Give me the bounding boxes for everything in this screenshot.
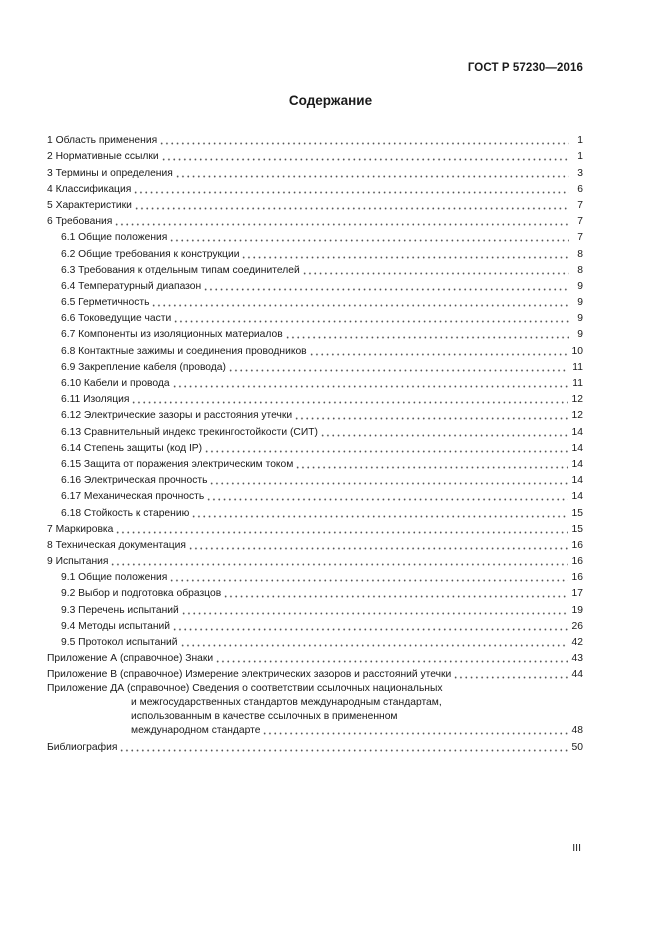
- toc-entry-title: 9.3 Перечень испытаний: [61, 604, 179, 616]
- toc-entry-title: 8 Техническая документация: [47, 539, 186, 551]
- dot-leader: [302, 265, 569, 275]
- toc-entry-title: 9.5 Протокол испытаний: [61, 637, 178, 648]
- toc-entry-6-18[interactable]: [47, 503, 583, 519]
- table-of-contents: [47, 131, 583, 754]
- toc-entry-page: 9: [577, 297, 583, 309]
- toc-entry-page: 9: [577, 329, 583, 341]
- toc-entry-6-14[interactable]: [47, 439, 583, 455]
- dot-leader: [285, 329, 569, 339]
- toc-entry-title: 6.10 Кабели и провода: [61, 378, 170, 389]
- dot-leader: [453, 669, 567, 679]
- toc-entry-page: 12: [571, 394, 583, 406]
- dot-leader: [172, 378, 569, 388]
- toc-entry-page: 9: [577, 280, 583, 292]
- toc-entry-2[interactable]: [47, 147, 583, 163]
- dot-leader: [159, 135, 569, 145]
- toc-entry-page: 44: [571, 669, 583, 681]
- page-title: Содержание: [288, 93, 373, 108]
- dot-leader: [131, 394, 567, 404]
- toc-entry-title: 6.17 Механическая прочность: [61, 491, 205, 503]
- toc-entry-page: 7: [577, 199, 583, 211]
- toc-entry-title: 6.15 Защита от поражения электрическим током: [61, 458, 294, 470]
- dot-leader: [180, 637, 568, 647]
- toc-entry-title: 7 Маркировка: [47, 523, 114, 535]
- dot-leader: [206, 491, 567, 501]
- toc-entry-title: 6.14 Степень защиты (код IP): [61, 442, 203, 454]
- toc-entry-6-12[interactable]: [47, 406, 583, 422]
- dot-leader: [173, 313, 569, 323]
- toc-entry-6-13[interactable]: [47, 422, 583, 438]
- toc-entry-6-10[interactable]: [47, 374, 583, 390]
- dot-leader: [115, 524, 567, 534]
- dot-leader: [188, 540, 568, 550]
- dot-leader: [223, 588, 567, 598]
- toc-entry-6-2[interactable]: [47, 244, 583, 260]
- toc-entry-page: 42: [571, 637, 583, 648]
- toc-entry-title: 6.7 Компоненты из изоляционных материалов: [61, 329, 283, 341]
- toc-entry-page: 11: [572, 378, 583, 389]
- toc-entry-page: 17: [571, 588, 583, 600]
- toc-entry-title-line: использованным в качестве ссылочных в примененном: [131, 710, 398, 722]
- toc-entry-page: 14: [571, 491, 583, 503]
- toc-entry-title: 2 Нормативные ссылки: [47, 151, 159, 163]
- dot-leader: [262, 725, 567, 735]
- toc-entry-9-2[interactable]: [47, 584, 583, 600]
- toc-entry-title: 6.18 Стойкость к старению: [61, 507, 190, 519]
- toc-entry-title: 5 Характеристики: [47, 199, 132, 211]
- dot-leader: [204, 443, 567, 453]
- dot-leader: [119, 742, 567, 752]
- toc-entry-title-line: международном стандарте: [131, 725, 261, 737]
- toc-entry-bibliography[interactable]: [47, 737, 583, 753]
- dot-leader: [241, 249, 569, 259]
- toc-entry-6-17[interactable]: [47, 487, 583, 503]
- toc-entry-title: 6.6 Токоведущие части: [61, 313, 172, 325]
- toc-entry-title: 6.9 Закрепление кабеля (провода): [61, 361, 226, 373]
- toc-entry-page: 10: [571, 345, 583, 357]
- toc-entry-6[interactable]: [47, 212, 583, 228]
- dot-leader: [110, 556, 567, 566]
- dot-leader: [209, 475, 567, 485]
- toc-entry-page: 9: [577, 313, 583, 325]
- toc-entry-title: 6.1 Общие положения: [61, 232, 168, 244]
- toc-entry-6-3[interactable]: [47, 261, 583, 277]
- dot-leader: [151, 297, 569, 307]
- toc-entry-title: 6 Требования: [47, 216, 113, 228]
- toc-entry-9-3[interactable]: [47, 600, 583, 616]
- toc-entry-title: 6.13 Сравнительный индекс трекингостойкости (СИТ): [61, 426, 318, 438]
- toc-entry-annex-b[interactable]: [47, 665, 583, 681]
- toc-entry-annex-da[interactable]: [47, 682, 583, 737]
- dot-leader: [294, 410, 567, 420]
- toc-entry-page: 16: [571, 539, 583, 551]
- toc-entry-title: 9.2 Выбор и подготовка образцов: [61, 588, 222, 600]
- toc-entry-page: 8: [577, 264, 583, 276]
- toc-entry-title: 3 Термины и определения: [47, 167, 173, 179]
- toc-entry-title: Приложение В (справочное) Измерение электрических зазоров и расстояний утечки: [47, 669, 452, 681]
- toc-entry-5[interactable]: [47, 196, 583, 212]
- toc-entry-8[interactable]: [47, 536, 583, 552]
- toc-entry-9-4[interactable]: [47, 617, 583, 633]
- dot-leader: [309, 346, 568, 356]
- toc-entry-title: 6.8 Контактные зажимы и соединения проводников: [61, 345, 307, 357]
- toc-entry-title: 9.1 Общие положения: [61, 572, 168, 584]
- toc-entry-page: 14: [571, 442, 583, 454]
- dot-leader: [114, 216, 569, 226]
- toc-entry-9-5[interactable]: [47, 633, 583, 649]
- toc-entry-title-line: Приложение ДА (справочное) Сведения о соответствии ссылочных национальных: [47, 683, 443, 695]
- toc-entry-annex-a[interactable]: [47, 649, 583, 665]
- toc-entry-page: 48: [571, 725, 583, 737]
- toc-entry-page: 3: [577, 167, 583, 179]
- toc-entry-page: 15: [571, 523, 583, 535]
- dot-leader: [191, 508, 567, 518]
- dot-leader: [172, 621, 568, 631]
- dot-leader: [295, 459, 567, 469]
- dot-leader: [181, 605, 568, 615]
- dot-leader: [134, 200, 569, 210]
- toc-entry-page: 8: [577, 248, 583, 260]
- toc-entry-6-1[interactable]: [47, 228, 583, 244]
- toc-entry-page: 14: [571, 458, 583, 470]
- toc-entry-3[interactable]: [47, 163, 583, 179]
- toc-entry-title: 6.11 Изоляция: [61, 394, 130, 406]
- toc-entry-title: 6.2 Общие требования к конструкции: [61, 248, 240, 260]
- toc-entry-title: 6.12 Электрические зазоры и расстояния утечки: [61, 410, 293, 422]
- toc-entry-7[interactable]: [47, 520, 583, 536]
- toc-entry-4[interactable]: [47, 180, 583, 196]
- toc-entry-page: 1: [577, 151, 583, 163]
- toc-entry-title: 6.5 Герметичность: [61, 297, 150, 309]
- toc-entry-page: 7: [577, 216, 583, 228]
- dot-leader: [228, 362, 568, 372]
- toc-entry-page: 14: [571, 426, 583, 438]
- toc-entry-page: 12: [571, 410, 583, 422]
- dot-leader: [169, 572, 567, 582]
- dot-leader: [133, 184, 569, 194]
- dot-leader: [175, 168, 569, 178]
- toc-entry-1[interactable]: [47, 131, 583, 147]
- dot-leader: [215, 653, 567, 663]
- toc-entry-page: 1: [577, 135, 583, 147]
- toc-entry-title: 9.4 Методы испытаний: [61, 620, 171, 632]
- toc-entry-6-5[interactable]: [47, 293, 583, 309]
- dot-leader: [161, 151, 569, 161]
- toc-entry-page: 15: [571, 507, 583, 519]
- dot-leader: [203, 281, 569, 291]
- toc-entry-6-15[interactable]: [47, 455, 583, 471]
- toc-entry-title: 6.4 Температурный диапазон: [61, 280, 202, 292]
- toc-entry-page: 50: [571, 741, 583, 753]
- dot-leader: [169, 232, 569, 242]
- dot-leader: [320, 427, 568, 437]
- toc-entry-title: 6.16 Электрическая прочность: [61, 475, 208, 487]
- toc-entry-title: 1 Область применения: [47, 135, 158, 147]
- toc-entry-page: 19: [571, 604, 583, 616]
- toc-entry-page: 16: [571, 572, 583, 584]
- toc-entry-title: 4 Классификация: [47, 183, 132, 195]
- document-code: ГОСТ Р 57230—2016: [467, 62, 583, 74]
- toc-entry-6-7[interactable]: [47, 325, 583, 341]
- toc-entry-6-6[interactable]: [47, 309, 583, 325]
- toc-entry-6-16[interactable]: [47, 471, 583, 487]
- toc-entry-6-11[interactable]: [47, 390, 583, 406]
- toc-entry-9[interactable]: [47, 552, 583, 568]
- toc-entry-page: 11: [572, 361, 583, 373]
- toc-entry-6-4[interactable]: [47, 277, 583, 293]
- toc-entry-title: 9 Испытания: [47, 556, 109, 568]
- toc-entry-title-line: и межгосударственных стандартов международным стандартам,: [131, 697, 442, 709]
- toc-entry-title: Библиография: [47, 741, 118, 753]
- toc-entry-page: 6: [577, 183, 583, 195]
- toc-entry-page: 26: [571, 620, 583, 632]
- toc-entry-page: 43: [571, 653, 583, 665]
- toc-entry-page: 7: [577, 232, 583, 244]
- toc-entry-6-9[interactable]: [47, 358, 583, 374]
- toc-entry-title: 6.3 Требования к отдельным типам соединителей: [61, 264, 300, 276]
- toc-entry-page: 14: [571, 475, 583, 487]
- toc-entry-6-8[interactable]: [47, 341, 583, 357]
- page-number: III: [572, 842, 581, 854]
- toc-entry-title: Приложение А (справочное) Знаки: [47, 653, 214, 665]
- toc-entry-page: 16: [571, 556, 583, 568]
- toc-entry-9-1[interactable]: [47, 568, 583, 584]
